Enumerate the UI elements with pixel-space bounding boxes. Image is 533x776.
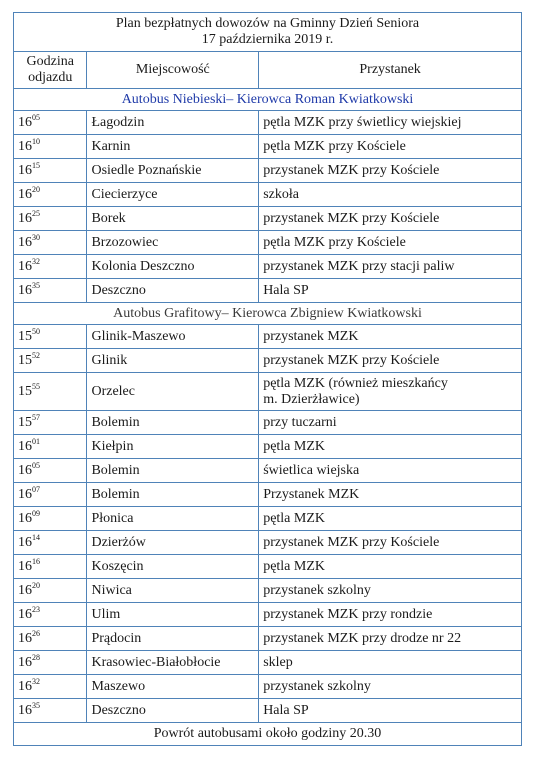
departure-hour: 16	[18, 282, 32, 298]
departure-hour: 16	[18, 462, 32, 478]
stop-name	[259, 183, 522, 207]
table-row	[14, 349, 522, 373]
place-name: Karnin	[87, 135, 259, 159]
departure-minute: 20	[32, 184, 40, 194]
departure-minute: 05	[32, 460, 40, 470]
stop-name-line-1: szkoła	[263, 186, 299, 202]
stop-name	[259, 255, 522, 279]
section-heading: Autobus Niebieski– Kierowca Roman Kwiatkowski	[14, 89, 522, 111]
departure-time	[14, 651, 87, 675]
departure-time	[14, 255, 87, 279]
place-name: Deszczno	[87, 699, 259, 723]
departure-time	[14, 135, 87, 159]
table-row	[14, 459, 522, 483]
stop-name-line-1: świetlica wiejska	[263, 462, 360, 478]
stop-name	[259, 111, 522, 135]
stop-name-line-1: przystanek MZK przy Kościele	[263, 162, 440, 178]
place-name: Borek	[87, 207, 259, 231]
departure-time	[14, 373, 87, 411]
departure-time	[14, 111, 87, 135]
departure-hour: 15	[18, 414, 32, 430]
table-row	[14, 627, 522, 651]
stop-name	[259, 459, 522, 483]
departure-hour: 16	[18, 582, 32, 598]
place-name: Osiedle Poznańskie	[87, 159, 259, 183]
departure-minute: 32	[32, 256, 40, 266]
stop-name	[259, 555, 522, 579]
table-row	[14, 483, 522, 507]
section-heading-row	[14, 89, 522, 111]
departure-minute: 16	[32, 556, 40, 566]
place-name: Dzierżów	[87, 531, 259, 555]
departure-minute: 14	[32, 532, 40, 542]
table-row	[14, 135, 522, 159]
stop-name	[259, 373, 522, 411]
stop-name	[259, 207, 522, 231]
title-line-1: Plan bezpłatnych dowozów na Gminny Dzień Seniora	[115, 16, 420, 31]
departure-minute: 25	[32, 208, 40, 218]
departure-time	[14, 555, 87, 579]
place-name: Łagodzin	[87, 111, 259, 135]
departure-hour: 16	[18, 186, 32, 202]
table-row	[14, 699, 522, 723]
stop-name-line-1: Hala SP	[263, 702, 309, 718]
title-line-2: 17 października 2019 r.	[201, 32, 334, 47]
place-name: Ciecierzyce	[87, 183, 259, 207]
stop-name	[259, 699, 522, 723]
table-row	[14, 435, 522, 459]
table-row	[14, 159, 522, 183]
stop-name	[259, 651, 522, 675]
table-row	[14, 325, 522, 349]
stop-name	[259, 231, 522, 255]
departure-hour: 16	[18, 258, 32, 274]
departure-minute: 57	[32, 412, 40, 422]
stop-name	[259, 411, 522, 435]
table-row	[14, 579, 522, 603]
stop-name	[259, 603, 522, 627]
stop-name-line-1: przystanek szkolny	[263, 582, 371, 598]
stop-name	[259, 579, 522, 603]
departure-time	[14, 435, 87, 459]
stop-name-line-1: pętla MZK	[263, 438, 326, 454]
stop-name	[259, 435, 522, 459]
schedule-document	[13, 12, 522, 746]
departure-time	[14, 531, 87, 555]
table-row	[14, 411, 522, 435]
stop-name-line-1: przy tuczarni	[263, 414, 337, 430]
departure-time	[14, 411, 87, 435]
stop-name-line-1: pętla MZK przy świetlicy wiejskiej	[263, 114, 462, 130]
stop-name-line-1: Hala SP	[263, 282, 309, 298]
stop-name	[259, 627, 522, 651]
header-time-line-1: Godzina	[26, 54, 74, 69]
departure-time	[14, 675, 87, 699]
stop-name-line-1: Przystanek MZK	[263, 486, 360, 502]
stop-name-line-1: przystanek szkolny	[263, 678, 371, 694]
stop-name	[259, 325, 522, 349]
departure-time	[14, 183, 87, 207]
departure-time	[14, 603, 87, 627]
stop-name	[259, 135, 522, 159]
departure-hour: 16	[18, 654, 32, 670]
place-name: Deszczno	[87, 279, 259, 303]
place-name: Glinik-Maszewo	[87, 325, 259, 349]
departure-time	[14, 483, 87, 507]
place-name: Koszęcin	[87, 555, 259, 579]
table-row	[14, 183, 522, 207]
departure-time	[14, 231, 87, 255]
departure-minute: 26	[32, 628, 40, 638]
stop-name	[259, 483, 522, 507]
place-name: Krasowiec-Białobłocie	[87, 651, 259, 675]
place-name: Kolonia Deszczno	[87, 255, 259, 279]
departure-minute: 15	[32, 160, 40, 170]
departure-hour: 16	[18, 534, 32, 550]
departure-hour: 16	[18, 630, 32, 646]
departure-minute: 23	[32, 604, 40, 614]
departure-minute: 55	[32, 381, 40, 391]
table-row	[14, 675, 522, 699]
stop-name-line-1: sklep	[263, 654, 293, 670]
departure-time	[14, 159, 87, 183]
stop-name	[259, 675, 522, 699]
place-name: Brzozowiec	[87, 231, 259, 255]
departure-time	[14, 579, 87, 603]
departure-minute: 01	[32, 436, 40, 446]
place-name: Bolemin	[87, 459, 259, 483]
table-row	[14, 555, 522, 579]
table-row	[14, 531, 522, 555]
departure-hour: 16	[18, 606, 32, 622]
stop-name-line-1: przystanek MZK przy Kościele	[263, 534, 440, 550]
stop-name-line-1: przystanek MZK przy stacji paliw	[263, 258, 455, 274]
departure-minute: 20	[32, 580, 40, 590]
header-time	[14, 52, 87, 89]
departure-minute: 05	[32, 112, 40, 122]
departure-time	[14, 699, 87, 723]
stop-name-line-1: pętla MZK (również mieszkańcy	[263, 375, 448, 391]
departure-minute: 09	[32, 508, 40, 518]
stop-name-line-1: przystanek MZK przy Kościele	[263, 352, 440, 368]
table-row	[14, 255, 522, 279]
table-row	[14, 231, 522, 255]
departure-minute: 35	[32, 280, 40, 290]
place-name: Bolemin	[87, 483, 259, 507]
document-title	[14, 13, 522, 52]
stop-name	[259, 507, 522, 531]
table-row	[14, 603, 522, 627]
table-row	[14, 507, 522, 531]
departure-minute: 07	[32, 484, 40, 494]
departure-minute: 28	[32, 652, 40, 662]
stop-name-line-1: przystanek MZK przy rondzie	[263, 606, 433, 622]
stop-name-line-1: pętla MZK przy Kościele	[263, 138, 406, 154]
departure-hour: 16	[18, 210, 32, 226]
departure-time	[14, 507, 87, 531]
place-name: Glinik	[87, 349, 259, 373]
departure-time	[14, 207, 87, 231]
departure-hour: 16	[18, 438, 32, 454]
table-row	[14, 279, 522, 303]
stop-name-line-1: pętla MZK	[263, 558, 326, 574]
departure-hour: 16	[18, 702, 32, 718]
table-row	[14, 651, 522, 675]
place-name: Maszewo	[87, 675, 259, 699]
departure-time	[14, 627, 87, 651]
departure-time	[14, 325, 87, 349]
departure-hour: 16	[18, 234, 32, 250]
table-row	[14, 111, 522, 135]
stop-name	[259, 279, 522, 303]
departure-hour: 15	[18, 328, 32, 344]
stop-name-line-1: pętla MZK	[263, 510, 326, 526]
stop-name-line-1: przystanek MZK przy Kościele	[263, 210, 440, 226]
place-name: Orzelec	[87, 373, 259, 411]
header-place: Miejscowość	[87, 52, 259, 89]
departure-hour: 16	[18, 558, 32, 574]
table-row	[14, 373, 522, 411]
header-stop: Przystanek	[259, 52, 522, 89]
place-name: Prądocin	[87, 627, 259, 651]
section-heading-row	[14, 303, 522, 325]
return-note: Powrót autobusami około godziny 20.30	[14, 723, 522, 746]
place-name: Bolemin	[87, 411, 259, 435]
departure-minute: 50	[32, 326, 40, 336]
stop-name-line-1: przystanek MZK	[263, 328, 359, 344]
departure-hour: 16	[18, 486, 32, 502]
departure-hour: 15	[18, 352, 32, 368]
departure-minute: 10	[32, 136, 40, 146]
table-row	[14, 207, 522, 231]
departure-minute: 32	[32, 676, 40, 686]
departure-hour: 16	[18, 114, 32, 130]
departure-hour: 15	[18, 383, 32, 399]
departure-minute: 35	[32, 700, 40, 710]
schedule-table	[13, 12, 522, 746]
header-row	[14, 52, 522, 89]
stop-name-line-1: pętla MZK przy Kościele	[263, 234, 406, 250]
departure-time	[14, 459, 87, 483]
place-name: Płonica	[87, 507, 259, 531]
place-name: Niwica	[87, 579, 259, 603]
stop-name-line-2: m. Dzierżławice)	[263, 391, 360, 407]
departure-minute: 52	[32, 350, 40, 360]
stop-name	[259, 159, 522, 183]
departure-time	[14, 279, 87, 303]
departure-hour: 16	[18, 138, 32, 154]
departure-minute: 30	[32, 232, 40, 242]
departure-hour: 16	[18, 510, 32, 526]
place-name: Ulim	[87, 603, 259, 627]
stop-name	[259, 349, 522, 373]
departure-time	[14, 349, 87, 373]
departure-hour: 16	[18, 162, 32, 178]
schedule-body	[14, 89, 522, 723]
stop-name	[259, 531, 522, 555]
departure-hour: 16	[18, 678, 32, 694]
section-heading: Autobus Grafitowy– Kierowca Zbigniew Kwiatkowski	[14, 303, 522, 325]
stop-name-line-1: przystanek MZK przy drodze nr 22	[263, 630, 462, 646]
place-name: Kiełpin	[87, 435, 259, 459]
header-time-line-2: odjazdu	[28, 70, 73, 85]
